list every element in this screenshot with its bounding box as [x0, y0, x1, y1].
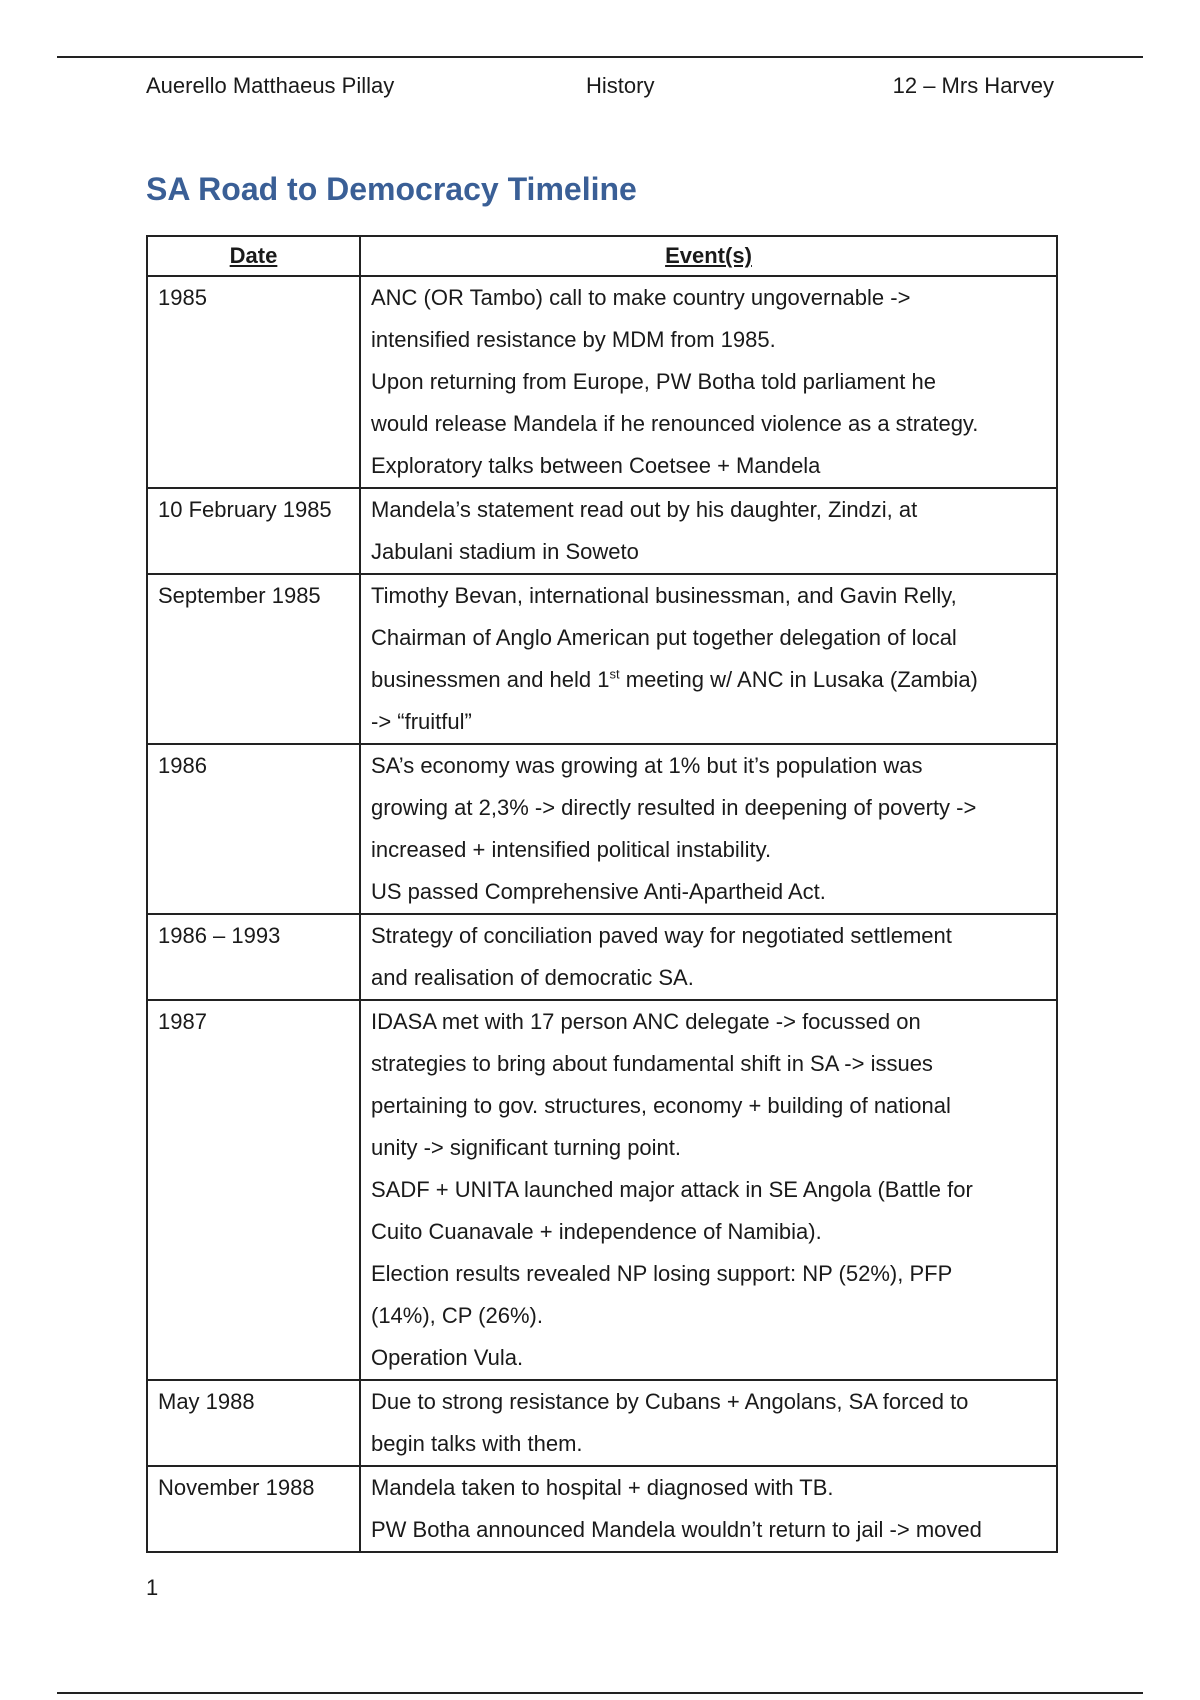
row-date: November 1988	[158, 1475, 315, 1500]
table-row	[147, 276, 1057, 488]
row-date: 10 February 1985	[158, 497, 332, 522]
document-title: SA Road to Democracy Timeline	[146, 171, 637, 207]
event-line: SADF + UNITA launched major attack in SE Angola (Battle for	[371, 1177, 973, 1202]
event-line: ANC (OR Tambo) call to make country ungovernable ->	[371, 285, 911, 310]
event-line: Election results revealed NP losing support: NP (52%), PFP	[371, 1261, 953, 1286]
class-teacher: 12 – Mrs Harvey	[892, 73, 1054, 98]
events-column-header: Event(s)	[360, 236, 1057, 276]
table-row	[147, 488, 1057, 574]
event-line: Jabulani stadium in Soweto	[371, 539, 639, 564]
event-text-after-sup: meeting w/ ANC in Lusaka (Zambia)	[619, 667, 978, 692]
event-line: Mandela taken to hospital + diagnosed with TB.	[371, 1475, 834, 1500]
subject-name: History	[586, 73, 655, 98]
table-header-row	[147, 236, 1057, 276]
events-cell	[360, 744, 1057, 914]
ordinal-superscript: st	[609, 666, 620, 682]
event-line: and realisation of democratic SA.	[371, 965, 694, 990]
page-header	[146, 70, 1054, 102]
event-line: IDASA met with 17 person ANC delegate -> focussed on	[371, 1009, 921, 1034]
event-line: intensified resistance by MDM from 1985.	[371, 327, 776, 352]
event-line: -> “fruitful”	[371, 709, 472, 734]
date-cell	[147, 276, 360, 488]
author-name: Auerello Matthaeus Pillay	[146, 73, 395, 98]
events-cell	[360, 1000, 1057, 1380]
event-line: SA’s economy was growing at 1% but it’s population was	[371, 753, 923, 778]
event-line: pertaining to gov. structures, economy + building of national	[371, 1093, 951, 1118]
date-column-header: Date	[147, 236, 360, 276]
date-cell	[147, 1000, 360, 1380]
events-cell	[360, 1466, 1057, 1552]
event-line: Chairman of Anglo American put together delegation of local	[371, 625, 957, 650]
top-rule	[57, 56, 1143, 58]
event-line: PW Botha announced Mandela wouldn’t return to jail -> moved	[371, 1517, 982, 1542]
event-line-with-superscript	[371, 659, 1046, 701]
event-line: strategies to bring about fundamental shift in SA -> issues	[371, 1051, 933, 1076]
table-row	[147, 1380, 1057, 1466]
table-row	[147, 1466, 1057, 1552]
row-date: September 1985	[158, 583, 321, 608]
events-cell	[360, 276, 1057, 488]
event-line: Strategy of conciliation paved way for negotiated settlement	[371, 923, 952, 948]
row-date: May 1988	[158, 1389, 255, 1414]
event-line: increased + intensified political instability.	[371, 837, 772, 862]
table-row	[147, 574, 1057, 744]
date-cell	[147, 574, 360, 744]
date-cell	[147, 488, 360, 574]
event-line: Due to strong resistance by Cubans + Angolans, SA forced to	[371, 1389, 969, 1414]
events-cell	[360, 488, 1057, 574]
events-cell	[360, 574, 1057, 744]
timeline-table	[146, 235, 1058, 1553]
event-line: Timothy Bevan, international businessman, and Gavin Relly,	[371, 583, 957, 608]
table-row	[147, 1000, 1057, 1380]
row-date: 1985	[158, 285, 207, 310]
event-line: (14%), CP (26%).	[371, 1303, 543, 1328]
event-line: Exploratory talks between Coetsee + Mandela	[371, 453, 821, 478]
table-row	[147, 914, 1057, 1000]
page-number: 1	[146, 1575, 159, 1600]
event-line: begin talks with them.	[371, 1431, 583, 1456]
event-line: unity -> significant turning point.	[371, 1135, 682, 1160]
bottom-rule	[57, 1692, 1143, 1694]
date-cell	[147, 1466, 360, 1552]
event-line: US passed Comprehensive Anti-Apartheid Act.	[371, 879, 826, 904]
date-cell	[147, 1380, 360, 1466]
row-date: 1986 – 1993	[158, 923, 281, 948]
table-row	[147, 744, 1057, 914]
event-line: Operation Vula.	[371, 1345, 524, 1370]
row-date: 1987	[158, 1009, 207, 1034]
event-line: Mandela’s statement read out by his daughter, Zindzi, at	[371, 497, 918, 522]
date-cell	[147, 744, 360, 914]
events-cell	[360, 1380, 1057, 1466]
event-line: Upon returning from Europe, PW Botha told parliament he	[371, 369, 936, 394]
event-line: growing at 2,3% -> directly resulted in deepening of poverty ->	[371, 795, 977, 820]
event-line: would release Mandela if he renounced violence as a strategy.	[371, 411, 979, 436]
date-cell	[147, 914, 360, 1000]
events-cell	[360, 914, 1057, 1000]
event-line: Cuito Cuanavale + independence of Namibia).	[371, 1219, 822, 1244]
event-text-before-sup: businessmen and held 1	[371, 667, 610, 692]
row-date: 1986	[158, 753, 207, 778]
